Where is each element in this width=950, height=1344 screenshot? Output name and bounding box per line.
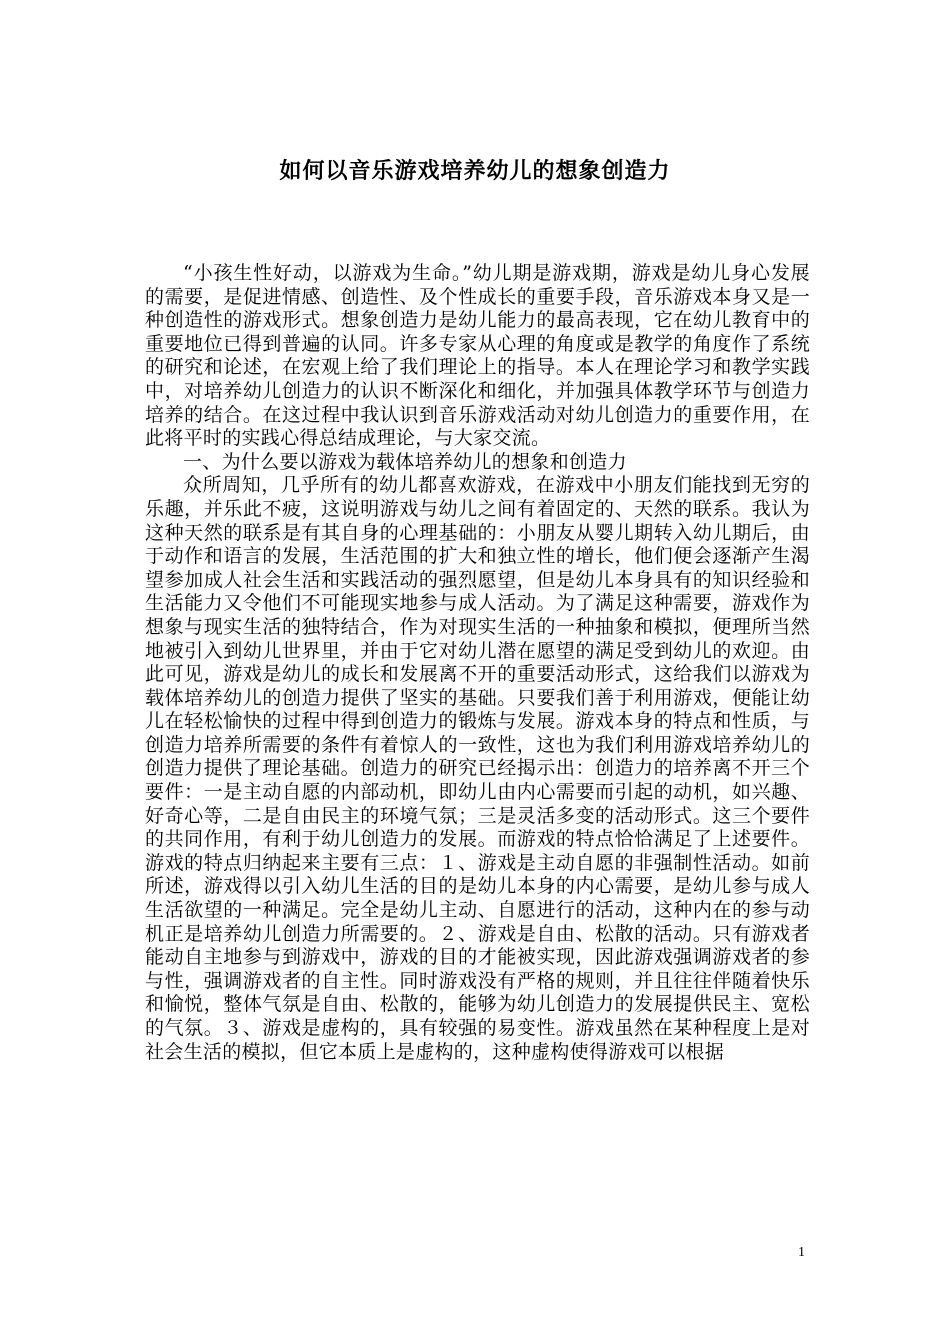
page-number: 1 [798,1245,805,1260]
body-paragraph: 众所周知，几乎所有的幼儿都喜欢游戏，在游戏中小朋友们能找到无穷的乐趣，并乐此不疲，这说明游戏与幼儿之间有着固定的、天然的联系。我认为这种天然的联系是有其自身的心理基础的：小朋友从婴儿期转入幼儿期后，由于动作和语言的发展，生活范围的扩大和独立性的增长，他们便会逐渐产生渴望参加成人社会生活和实践活动的强烈愿望，但是幼儿本身具有的知识经验和生活能力又令他们不可能现实地参与成人活动。为了满足这种需要，游戏作为想象与现实生活的独特结合，作为对现实生活的一种抽象和模拟，便理所当然地被引入到幼儿世界里，并由于它对幼儿潜在愿望的满足受到幼儿的欢迎。由此可见，游戏是幼儿的成长和发展离不开的重要活动形式，这给我们以游戏为载体培养幼儿的创造力提供了坚实的基础。只要我们善于利用游戏，便能让幼儿在轻松愉快的过程中得到创造力的锻炼与发展。游戏本身的特点和性质，与创造力培养所需要的条件有着惊人的一致性，这也为我们利用游戏培养幼儿的创造力提供了理论基础。创造力的研究已经揭示出：创造力的培养离不开三个要件：一是主动自愿的内部动机，即幼儿由内心需要而引起的动机，如兴趣、好奇心等，二是自由民主的环境气氛；三是灵活多变的活动形式。这三个要件的共同作用，有利于幼儿创造力的发展。而游戏的特点恰恰满足了上述要件。游戏的特点归纳起来主要有三点：１、游戏是主动自愿的非强制性活动。如前所述，游戏得以引入幼儿生活的目的是幼儿本身的内心需要，是幼儿参与成人生活欲望的一种满足。完全是幼儿主动、自愿进行的活动，这种内在的参与动机正是培养幼儿创造力所需要的。２、游戏是自由、松散的活动。只有游戏者能动自主地参与到游戏中，游戏的目的才能被实现，因此游戏强调游戏者的参与性，强调游戏者的自主性。同时游戏没有严格的规则，并且往往伴随着快乐和愉悦，整体气氛是自由、松散的，能够为幼儿创造力的发展提供民主、宽松的气氛。３、游戏是虚构的，具有较强的易变性。游戏虽然在某种程度上是对社会生活的模拟，但它本质上是虚构的，这种虚构使得游戏可以根据 [145,474,810,1063]
intro-paragraph: “小孩生性好动，以游戏为生命。”幼儿期是游戏期，游戏是幼儿身心发展的需要，是促进情感、创造性、及个性成长的重要手段，音乐游戏本身又是一种创造性的游戏形式。想象创造力是幼儿能力的最高表现，它在幼儿教育中的重要地位已得到普遍的认同。许多专家从心理的角度或是教学的角度作了系统的研究和论述，在宏观上给了我们理论上的指导。本人在理论学习和教学实践中，对培养幼儿创造力的认识不断深化和细化，并加强具体教学环节与创造力培养的结合。在这过程中我认识到音乐游戏活动对幼儿创造力的重要作用，在此将平时的实践心得总结成理论，与大家交流。 [145,262,810,450]
section-heading: 一、为什么要以游戏为载体培养幼儿的想象和创造力 [183,450,627,473]
document-body [145,262,810,1064]
document-title: 如何以音乐游戏培养幼儿的想象创造力 [279,158,671,184]
